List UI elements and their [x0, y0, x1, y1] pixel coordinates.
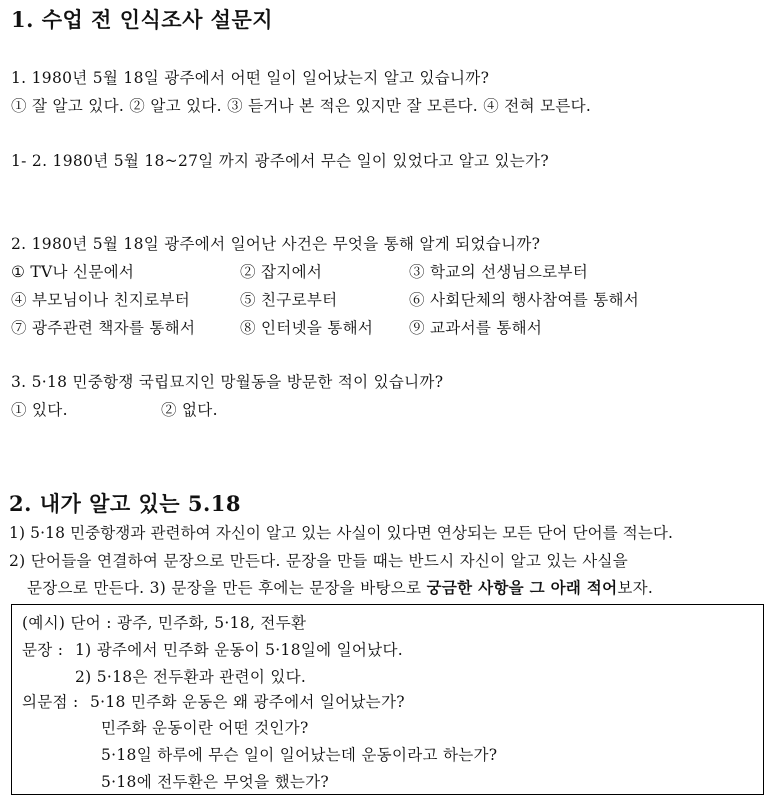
option-item: ⑤ 친구로부터 [240, 291, 338, 309]
option-item: ④ 부모님이나 친지로부터 [11, 291, 190, 309]
option-item: ③ 학교의 선생님으로부터 [409, 263, 588, 281]
option-item: ⑨ 교과서를 통해서 [409, 319, 543, 337]
example-sentence: 1) 광주에서 민주화 운동이 5·18일에 일어났다. [75, 641, 403, 659]
option-item: ⑦ 광주관련 책자를 통해서 [11, 319, 196, 337]
option-item: ② 없다. [161, 401, 218, 419]
instruction-line-1: 1) 5·18 민중항쟁과 관련하여 자신이 알고 있는 사실이 있다면 연상되는 모든 단어 단어를 적는다. [9, 524, 674, 542]
example-sentence: 2) 5·18은 전두환과 관련이 있다. [75, 668, 307, 686]
section-2-title: 2. 내가 알고 있는 5.18 [9, 491, 242, 516]
example-questions-label: 의문점 : [22, 693, 79, 711]
option-item: ① TV나 신문에서 [11, 263, 135, 281]
section-1-title: 1. 수업 전 인식조사 설문지 [11, 7, 274, 32]
option-item: ② 잡지에서 [240, 263, 323, 281]
question-2: 2. 1980년 5월 18일 광주에서 일어난 사건은 무엇을 통해 알게 되었습니까? [11, 235, 541, 253]
example-question: 민주화 운동이란 어떤 것인가? [101, 719, 309, 737]
example-question: 5·18에 전두환은 무엇을 했는가? [101, 773, 330, 791]
option-item: ① 있다. [11, 401, 68, 419]
option-item: ⑧ 인터넷을 통해서 [240, 319, 374, 337]
instruction-text: 문장으로 만든다. 3) 문장을 만든 후에는 문장을 바탕으로 [27, 579, 427, 597]
question-1-2: 1- 2. 1980년 5월 18~27일 까지 광주에서 무슨 일이 있었다고 알고 있는가? [11, 152, 549, 170]
instruction-emphasis: 궁금한 사항을 그 아래 적어 [426, 578, 618, 597]
example-question: 5·18 민주화 운동은 왜 광주에서 일어났는가? [90, 693, 405, 711]
option-item: ⑥ 사회단체의 행사참여를 통해서 [409, 291, 640, 309]
question-3: 3. 5·18 민중항쟁 국립묘지인 망월동을 방문한 적이 있습니까? [11, 373, 444, 391]
instruction-line-3 [27, 576, 653, 598]
example-question: 5·18일 하루에 무슨 일이 일어났는데 운동이라고 하는가? [101, 746, 498, 764]
instruction-line-2: 2) 단어들을 연결하여 문장으로 만든다. 문장을 만들 때는 반드시 자신이 알고 있는 사실을 [9, 552, 629, 570]
question-1-options: ① 잘 알고 있다. ② 알고 있다. ③ 듣거나 본 적은 있지만 잘 모른다. ④ 전혀 모른다. [11, 97, 592, 115]
question-1: 1. 1980년 5월 18일 광주에서 어떤 일이 일어났는지 알고 있습니까? [11, 69, 490, 87]
instruction-text-end: 보자. [617, 579, 654, 597]
example-sentence-label: 문장 : [22, 641, 64, 659]
example-words: (예시) 단어 : 광주, 민주화, 5·18, 전두환 [22, 614, 307, 632]
